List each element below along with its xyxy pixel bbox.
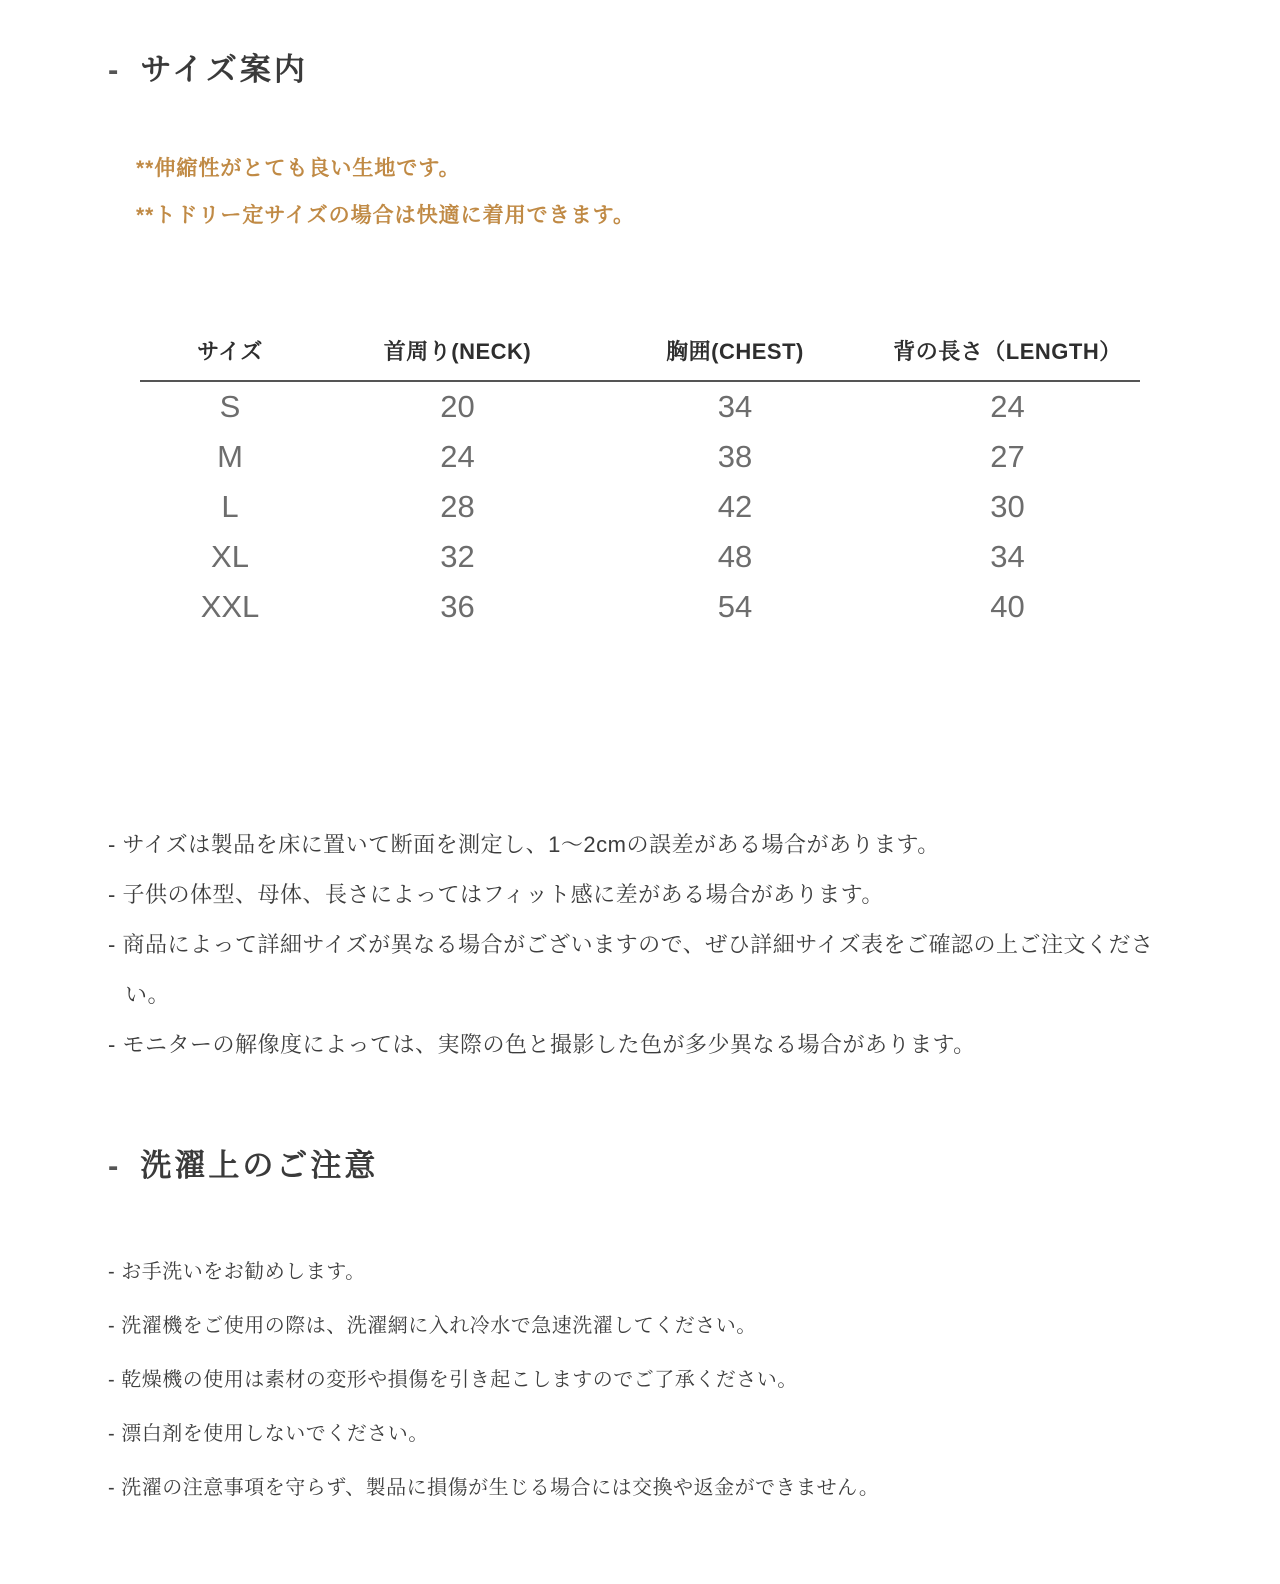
disclaimer-detail-size: - 商品によって詳細サイズが異なる場合がございますので、ぜひ詳細サイズ表をご確認の上ご注文ください。 (108, 932, 1154, 1007)
size-table-header-neck: 首周り(NECK) (320, 335, 595, 381)
size-cell: 30 (990, 489, 1025, 524)
size-disclaimers (108, 820, 1158, 1070)
size-cell: 24 (990, 389, 1025, 424)
size-cell: 24 (440, 439, 475, 474)
highlight-notes (136, 145, 1210, 239)
size-row-xl (140, 532, 1140, 582)
title-dash: - (108, 52, 119, 87)
washing-title: 洗濯上のご注意 (140, 1148, 379, 1183)
size-cell: XL (211, 539, 249, 574)
size-row-xxl (140, 582, 1140, 632)
size-cell: 40 (990, 589, 1025, 624)
size-row-s (140, 381, 1140, 432)
size-table-header-row (140, 335, 1140, 381)
size-cell: 28 (440, 489, 475, 524)
washing-note-machine: - 洗濯機をご使用の際は、洗濯網に入れ冷水で急速洗濯してください。 (108, 1315, 757, 1337)
disclaimer-monitor-color: - モニターの解像度によっては、実際の色と撮影した色が多少異なる場合があります。 (108, 1032, 976, 1057)
size-cell: 34 (990, 539, 1025, 574)
disclaimer-measurement: - サイズは製品を床に置いて断面を測定し、1〜2cmの誤差がある場合があります。 (108, 832, 940, 857)
size-cell: XXL (200, 589, 260, 624)
size-row-l (140, 482, 1140, 532)
size-cell: S (219, 389, 241, 424)
size-table (140, 335, 1140, 632)
highlight-note-fit: **トドリー定サイズの場合は快適に着用できます。 (136, 204, 635, 227)
washing-title-row (108, 1140, 1210, 1185)
size-row-m (140, 432, 1140, 482)
washing-note-dryer: - 乾燥機の使用は素材の変形や損傷を引き起こしますのでご了承ください。 (108, 1369, 798, 1391)
size-cell: 36 (440, 589, 475, 624)
size-table-header-size: サイズ (140, 335, 320, 381)
size-cell: 42 (717, 489, 753, 524)
highlight-note-stretch: **伸縮性がとても良い生地です。 (136, 157, 461, 180)
size-cell: 27 (990, 439, 1025, 474)
size-cell: 34 (717, 389, 753, 424)
size-table-header-length: 背の長さ（LENGTH） (875, 335, 1140, 381)
washing-note-hand-wash: - お手洗いをお勧めします。 (108, 1261, 366, 1283)
title-dash: - (108, 1148, 119, 1183)
size-cell: 54 (717, 589, 753, 624)
size-table-header-chest: 胸囲(CHEST) (595, 335, 875, 381)
disclaimer-fit: - 子供の体型、母体、長さによってはフィット感に差がある場合があります。 (108, 882, 884, 907)
size-guide-title: サイズ案内 (140, 52, 308, 87)
size-cell: 38 (717, 439, 753, 474)
washing-notes (108, 1245, 1158, 1515)
size-cell: L (221, 489, 239, 524)
washing-note-bleach: - 漂白剤を使用しないでください。 (108, 1423, 429, 1445)
size-cell: M (217, 439, 243, 474)
size-cell: 48 (717, 539, 753, 574)
size-cell: 20 (440, 389, 475, 424)
washing-note-damage: - 洗濯の注意事項を守らず、製品に損傷が生じる場合には交換や返金ができません。 (108, 1477, 880, 1499)
size-cell: 32 (440, 539, 475, 574)
size-guide-title-row (108, 44, 1210, 89)
